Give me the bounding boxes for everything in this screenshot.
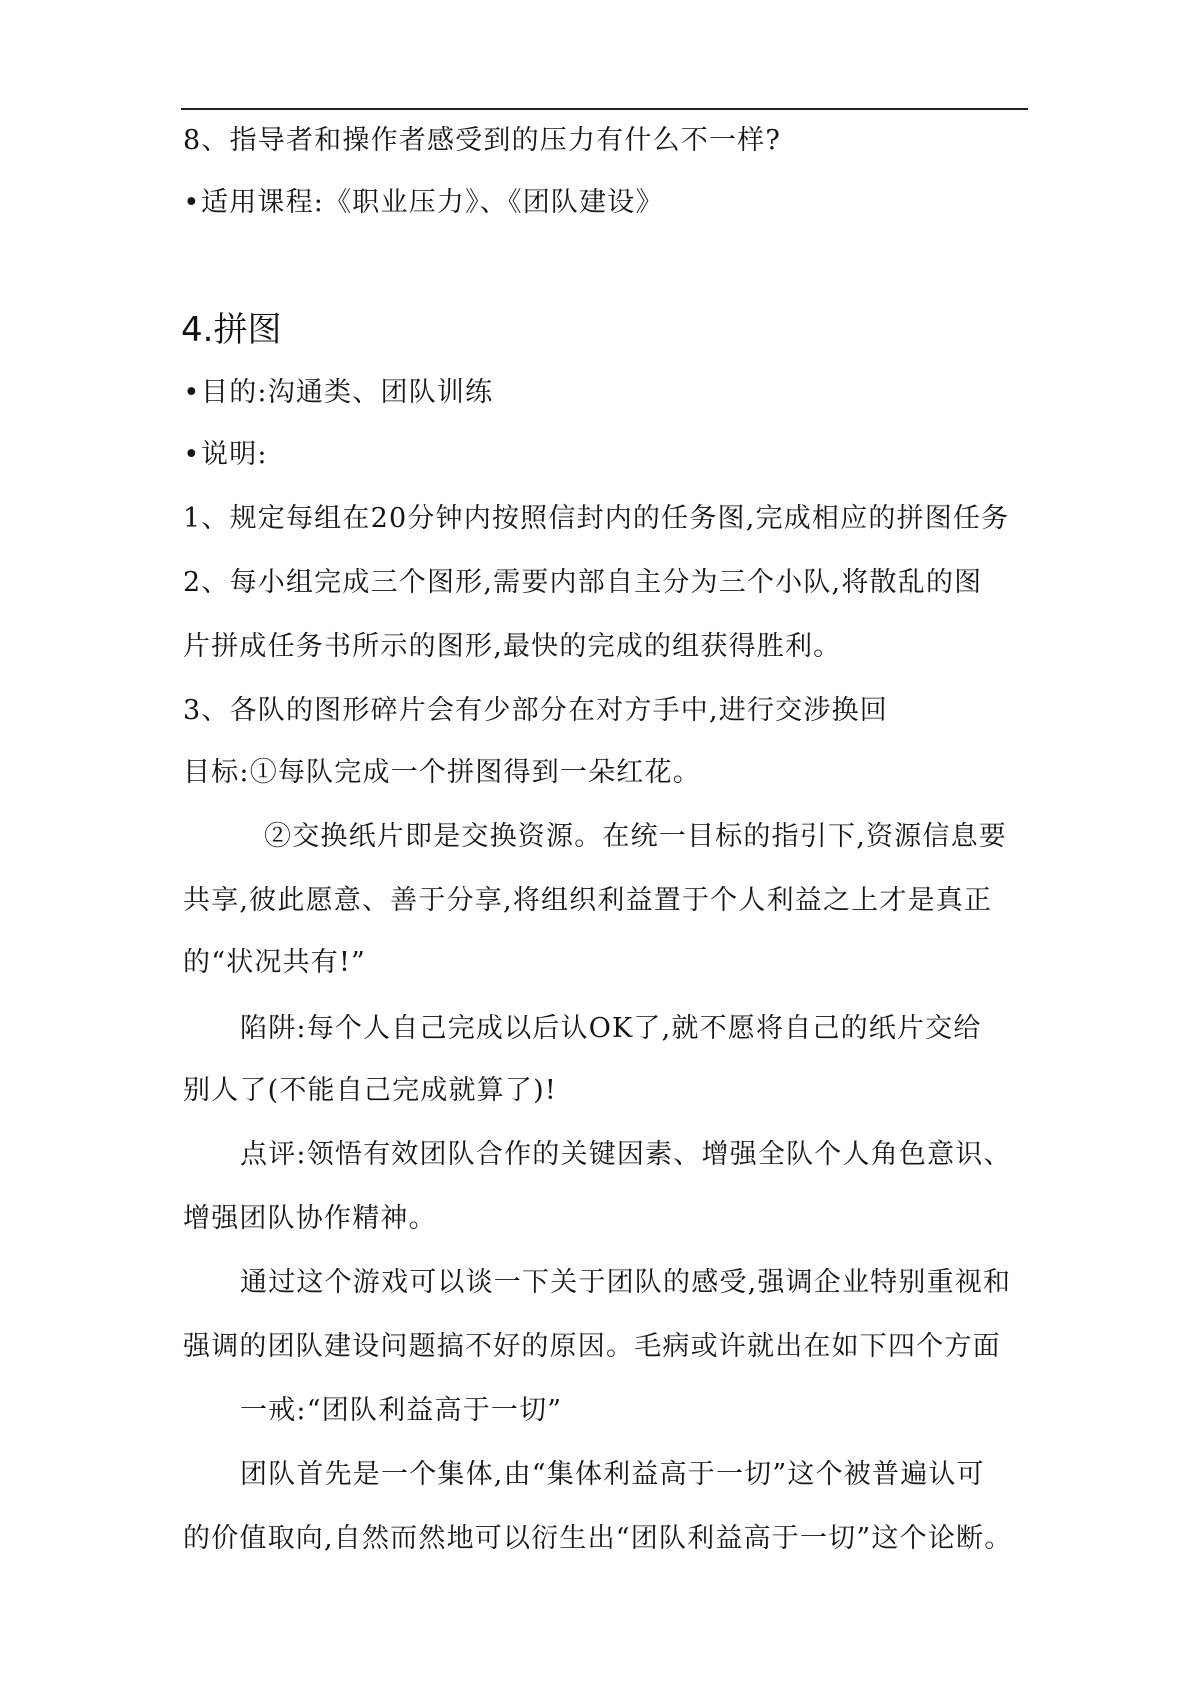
purpose-line <box>183 376 1043 410</box>
bullet-icon: • <box>183 439 201 470</box>
section-title: 4.拼图 <box>181 310 282 350</box>
purpose-text: 目的:沟通类、团队训练 <box>201 377 494 408</box>
question-8: 8、指导者和操作者感受到的压力有什么不一样? <box>183 125 782 156</box>
goal-2-line-3: 的“状况共有!” <box>183 947 367 978</box>
bullet-icon: • <box>183 377 201 408</box>
rule-2-line-1: 2、每小组完成三个图形,需要内部自主分为三个小队,将散乱的图 <box>183 567 983 598</box>
description-label-line <box>183 438 1043 472</box>
courses-text: 适用课程:《职业压力》、《团队建设》 <box>201 187 664 218</box>
description-label: 说明: <box>201 439 268 470</box>
rule-2-line-2: 片拼成任务书所示的图形,最快的完成的组获得胜利。 <box>183 631 842 662</box>
goal-2-line-1: ②交换纸片即是交换资源。在统一目标的指引下,资源信息要 <box>264 821 1007 852</box>
trap-line-2: 别人了(不能自己完成就算了)! <box>183 1075 557 1106</box>
paragraph-1-line-1: 通过这个游戏可以谈一下关于团队的感受,强调企业特别重视和 <box>240 1267 1012 1298</box>
rule-one-heading: 一戒:“团队利益高于一切” <box>240 1395 563 1426</box>
paragraph-1-line-2: 强调的团队建设问题搞不好的原因。毛病或许就出在如下四个方面 <box>183 1331 1001 1362</box>
comment-line-2: 增强团队协作精神。 <box>183 1203 437 1234</box>
paragraph-2-line-2: 的价值取向,自然而然地可以衍生出“团队利益高于一切”这个论断。 <box>183 1523 1013 1554</box>
header-divider <box>181 108 1028 110</box>
rule-1: 1、规定每组在20分钟内按照信封内的任务图,完成相应的拼图任务 <box>183 503 1010 534</box>
rule-3: 3、各队的图形碎片会有少部分在对方手中,进行交涉换回 <box>183 695 888 726</box>
applicable-courses <box>183 186 1043 220</box>
goal-2-line-2: 共享,彼此愿意、善于分享,将组织利益置于个人利益之上才是真正 <box>183 885 993 916</box>
bullet-icon: • <box>183 187 201 218</box>
paragraph-2-line-1: 团队首先是一个集体,由“集体利益高于一切”这个被普遍认可 <box>240 1459 985 1490</box>
goal-1: 目标:①每队完成一个拼图得到一朵红花。 <box>183 757 701 788</box>
comment-line-1: 点评:领悟有效团队合作的关键因素、增强全队个人角色意识、 <box>240 1139 1012 1170</box>
trap-line-1: 陷阱:每个人自己完成以后认OK了,就不愿将自己的纸片交给 <box>240 1013 982 1044</box>
